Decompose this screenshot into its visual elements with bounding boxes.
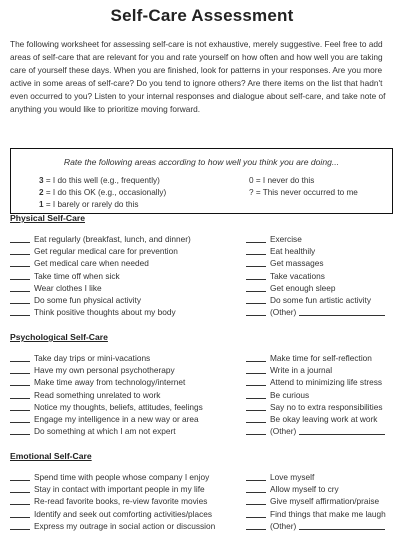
rating-blank[interactable] [10, 484, 30, 493]
other-write-in-line[interactable] [299, 426, 385, 435]
list-item: Do some fun artistic activity [246, 294, 385, 306]
list-item: Eat healthily [246, 245, 385, 257]
rating-blank[interactable] [246, 484, 266, 493]
page-title: Self-Care Assessment [110, 6, 294, 25]
list-item: Notice my thoughts, beliefs, attitudes, feelings [10, 401, 203, 413]
rating-blank[interactable] [246, 509, 266, 518]
list-item: Attend to minimizing life stress [246, 376, 385, 388]
scale-entry-3: 3 = I do this well (e.g., frequently) [39, 176, 160, 185]
rating-scale-box [10, 148, 393, 214]
rating-blank[interactable] [10, 295, 30, 304]
rating-blank[interactable] [246, 377, 266, 386]
section-heading-psychological: Psychological Self-Care [10, 332, 108, 342]
rating-blank[interactable] [246, 426, 266, 435]
rating-blank[interactable] [246, 414, 266, 423]
other-write-in-line[interactable] [299, 521, 385, 530]
rating-scale-title: Rate the following areas according to how well you think you are doing... [63, 157, 340, 167]
list-item: Take vacations [246, 270, 385, 282]
rating-blank[interactable] [246, 496, 266, 505]
list-item: Give myself affirmation/praise [246, 495, 386, 507]
list-item: Eat regularly (breakfast, lunch, and dinner) [10, 233, 191, 245]
rating-blank[interactable] [10, 377, 30, 386]
list-item: Spend time with people whose company I enjoy [10, 471, 215, 483]
rating-blank[interactable] [10, 271, 30, 280]
list-item: Engage my intelligence in a new way or area [10, 413, 203, 425]
list-item: Do something at which I am not expert [10, 425, 203, 437]
psychological-right-list [246, 352, 385, 437]
list-item: Express my outrage in social action or discussion [10, 520, 215, 532]
rating-blank[interactable] [10, 353, 30, 362]
rating-blank[interactable] [246, 258, 266, 267]
scale-entry-unknown: ? = This never occurred to me [249, 188, 358, 197]
psychological-left-list [10, 352, 203, 437]
rating-blank[interactable] [10, 234, 30, 243]
rating-blank[interactable] [246, 295, 266, 304]
list-item: Write in a journal [246, 364, 385, 376]
rating-blank[interactable] [10, 365, 30, 374]
rating-blank[interactable] [10, 472, 30, 481]
list-item: Think positive thoughts about my body [10, 306, 191, 318]
list-item-other: (Other) [246, 520, 386, 532]
list-item: Get medical care when needed [10, 257, 191, 269]
scale-entry-2: 2 = I do this OK (e.g., occasionally) [39, 188, 167, 197]
scale-entry-0: 0 = I never do this [249, 176, 315, 185]
list-item: Wear clothes I like [10, 282, 191, 294]
list-item: Get massages [246, 257, 385, 269]
rating-blank[interactable] [10, 402, 30, 411]
list-item: Be curious [246, 389, 385, 401]
emotional-right-list [246, 471, 386, 532]
rating-blank[interactable] [10, 496, 30, 505]
rating-blank[interactable] [10, 258, 30, 267]
list-item: Find things that make me laugh [246, 508, 386, 520]
list-item: Have my own personal psychotherapy [10, 364, 203, 376]
rating-blank[interactable] [246, 472, 266, 481]
physical-left-list [10, 233, 191, 318]
list-item: Re-read favorite books, re-view favorite movies [10, 495, 215, 507]
physical-right-list [246, 233, 385, 318]
list-item: Make time for self-reflection [246, 352, 385, 364]
intro-paragraph: The following worksheet for assessing self-care is not exhaustive, merely suggestive. Feel free to add areas of self-care that are relevant for you and rate yourself on how often and how well you are taking care of yourself these days. When you are finished, look for patterns in your responses. Are you more active in some areas of self-care? Do you tend to ignore others? Are there items on the list that hadn't even occurred to you? Listen to your internal responses and dialogue about self-care, and take note of anything you would like to prioritize moving forward. [10, 39, 386, 114]
other-write-in-line[interactable] [299, 307, 385, 316]
rating-blank[interactable] [246, 521, 266, 530]
list-item: Make time away from technology/internet [10, 376, 203, 388]
rating-blank[interactable] [10, 521, 30, 530]
rating-blank[interactable] [246, 402, 266, 411]
list-item: Identify and seek out comforting activities/places [10, 508, 215, 520]
list-item-other: (Other) [246, 425, 385, 437]
rating-blank[interactable] [10, 426, 30, 435]
list-item: Exercise [246, 233, 385, 245]
rating-blank[interactable] [10, 390, 30, 399]
list-item: Read something unrelated to work [10, 389, 203, 401]
rating-blank[interactable] [10, 509, 30, 518]
rating-blank[interactable] [246, 365, 266, 374]
rating-scale-right [249, 175, 358, 199]
list-item: Stay in contact with important people in my life [10, 483, 215, 495]
list-item: Take time off when sick [10, 270, 191, 282]
section-heading-physical: Physical Self-Care [10, 213, 85, 223]
emotional-left-list [10, 471, 215, 532]
rating-blank[interactable] [10, 307, 30, 316]
rating-blank[interactable] [246, 234, 266, 243]
rating-blank[interactable] [10, 246, 30, 255]
scale-entry-1: 1 = I barely or rarely do this [39, 200, 139, 209]
list-item: Love myself [246, 471, 386, 483]
rating-blank[interactable] [246, 307, 266, 316]
rating-blank[interactable] [246, 390, 266, 399]
rating-scale-left [39, 175, 166, 211]
rating-blank[interactable] [246, 246, 266, 255]
rating-blank[interactable] [246, 271, 266, 280]
rating-blank[interactable] [246, 353, 266, 362]
list-item: Get regular medical care for prevention [10, 245, 191, 257]
list-item: Allow myself to cry [246, 483, 386, 495]
rating-blank[interactable] [246, 283, 266, 292]
list-item-other: (Other) [246, 306, 385, 318]
list-item: Say no to extra responsibilities [246, 401, 385, 413]
list-item: Do some fun physical activity [10, 294, 191, 306]
section-heading-emotional: Emotional Self-Care [10, 451, 92, 461]
rating-blank[interactable] [10, 414, 30, 423]
rating-blank[interactable] [10, 283, 30, 292]
list-item: Take day trips or mini-vacations [10, 352, 203, 364]
list-item: Be okay leaving work at work [246, 413, 385, 425]
list-item: Get enough sleep [246, 282, 385, 294]
